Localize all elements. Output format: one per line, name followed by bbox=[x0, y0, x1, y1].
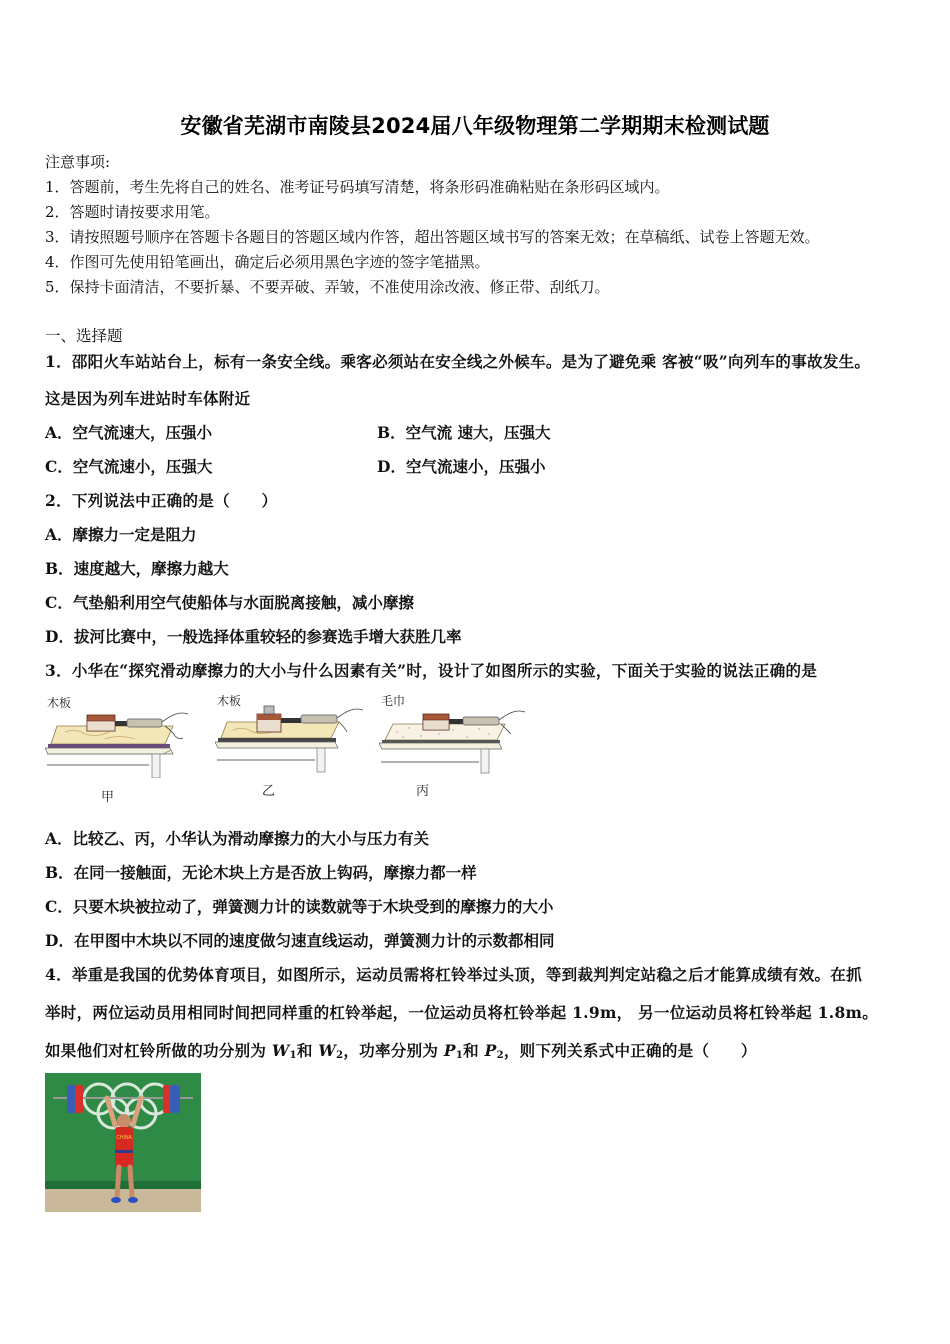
q4-and-text-2: 和 bbox=[463, 1041, 485, 1060]
weightlifter-illustration bbox=[45, 1073, 201, 1212]
weightlifter-photo bbox=[45, 1073, 201, 1212]
notice-item-5: 5．保持卡面清洁，不要折暴、不要弄破、弄皱，不准使用涂改液、修正带、刮纸刀。 bbox=[45, 278, 610, 296]
question-2-option-b: B．速度越大，摩擦力越大 bbox=[45, 559, 229, 578]
question-2-option-d: D．拔河比赛中，一般选择体重较轻的参赛选手增大获胜几率 bbox=[45, 627, 462, 646]
w2-subscript: 2 bbox=[336, 1050, 344, 1061]
panel-2-caption: 乙 bbox=[262, 784, 276, 799]
question-3-option-d: D．在甲图中木块以不同的速度做匀速直线运动，弹簧测力计的示数都相同 bbox=[45, 931, 555, 950]
friction-experiment-figure bbox=[45, 692, 545, 804]
question-3-option-c: C．只要木块被拉动了，弹簧测力计的读数就等于木块受到的摩擦力的大小 bbox=[45, 897, 554, 916]
question-3-option-b: B．在同一接触面，无论木块上方是否放上钩码，摩擦力都一样 bbox=[45, 863, 477, 882]
p2-variable: P bbox=[484, 1041, 497, 1060]
notice-heading: 注意事项: bbox=[45, 153, 111, 171]
question-4-stem: 4．举重是我国的优势体育项目，如图所示，运动员需将杠铃举过头顶，等到裁判判定站稳之后才能算成绩有效。在抓 bbox=[45, 965, 862, 984]
panel-1-surface-label: 木板 bbox=[47, 696, 72, 710]
q4-mid-text: ，功率分别为 bbox=[343, 1041, 444, 1060]
panel-2-illustration bbox=[215, 702, 375, 774]
question-1-option-b: B．空气流 速大，压强大 bbox=[377, 423, 551, 442]
q4-and-text: 和 bbox=[296, 1041, 319, 1060]
notice-item-1: 1．答题前，考生先将自己的姓名、准考证号码填写清楚，将条形码准确粘贴在条形码区域内。 bbox=[45, 178, 670, 196]
panel-3-illustration bbox=[379, 704, 539, 776]
question-3-option-a: A．比较乙、丙，小华认为滑动摩擦力的大小与压力有关 bbox=[45, 829, 430, 848]
panel-3-caption: 丙 bbox=[416, 784, 430, 799]
q4-prefix-text: 如果他们对杠铃所做的功分别为 bbox=[45, 1041, 272, 1060]
question-2-option-a: A．摩擦力一定是阻力 bbox=[45, 525, 197, 544]
panel-2-surface-label: 木板 bbox=[217, 694, 242, 708]
question-1-stem-cont: 这是因为列车进站时车体附近 bbox=[45, 389, 251, 408]
question-4-stem-cont: 举时，两位运动员用相同时间把同样重的杠铃举起，一位运动员将杠铃举起 1.9m， 另一位运动员将杠铃举起 1.8m。 bbox=[45, 1003, 879, 1022]
page-title: 安徽省芜湖市南陵县2024届八年级物理第二学期期末检测试题 bbox=[180, 114, 770, 138]
question-2-stem: 2．下列说法中正确的是（ ） bbox=[45, 491, 278, 510]
question-2-option-c: C．气垫船利用空气使船体与水面脱离接触，减小摩擦 bbox=[45, 593, 414, 612]
notice-item-3: 3．请按照题号顺序在答题卡各题目的答题区域内作答，超出答题区域书写的答案无效；在草稿纸、试卷上答题无效。 bbox=[45, 228, 820, 246]
question-3-stem: 3．小华在“探究滑动摩擦力的大小与什么因素有关”时，设计了如图所示的实验，下面关于实验的说法正确的是 bbox=[45, 661, 818, 680]
question-1-stem: 1．邵阳火车站站台上，标有一条安全线。乘客必须站在安全线之外候车。是为了避免乘 客被“吸”向列车的事故发生。 bbox=[45, 352, 871, 371]
panel-3-surface-label: 毛巾 bbox=[381, 694, 406, 708]
svg-text:CHINA: CHINA bbox=[116, 1135, 132, 1141]
question-1-option-d: D．空气流速小，压强小 bbox=[377, 457, 546, 476]
q4-suffix-text: ，则下列关系式中正确的是（ ） bbox=[503, 1041, 757, 1060]
panel-1-illustration bbox=[45, 706, 205, 778]
question-1-option-c: C．空气流速小，压强大 bbox=[45, 457, 213, 476]
section-heading: 一、选择题 bbox=[45, 327, 123, 345]
question-1-option-a: A．空气流速大，压强小 bbox=[45, 423, 213, 442]
w2-variable: W bbox=[318, 1041, 337, 1060]
p2-subscript: 2 bbox=[496, 1050, 504, 1061]
p1-subscript: 1 bbox=[455, 1050, 464, 1061]
w1-variable: W bbox=[271, 1041, 290, 1060]
w1-subscript: 1 bbox=[289, 1050, 297, 1061]
p1-variable: P bbox=[443, 1041, 456, 1060]
notice-item-2: 2．答题时请按要求用笔。 bbox=[45, 203, 220, 221]
notice-item-4: 4．作图可先使用铅笔画出，确定后必须用黑色字迹的签字笔描黑。 bbox=[45, 253, 490, 271]
panel-1-caption: 甲 bbox=[101, 790, 115, 805]
question-4-stem-formula bbox=[45, 1041, 757, 1066]
